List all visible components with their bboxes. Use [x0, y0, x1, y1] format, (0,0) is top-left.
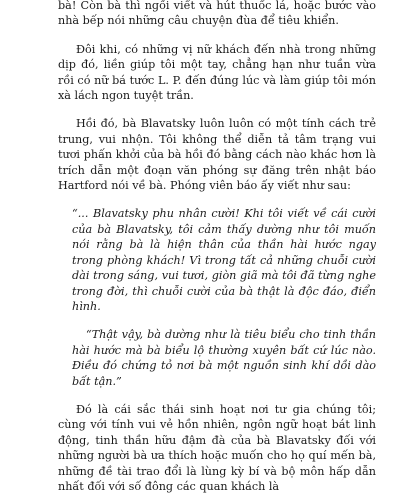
paragraph-gap: [58, 103, 376, 116]
paragraph-household-life: Đó là cái sắc thái sinh hoạt nơi tư gia chúng tôi; cùng với tính vui vẻ hồn nhiên, ngôn ngữ hoạt bát linh động, tinh thần hữu đậm đà của bà Blavatsky đối với những người bà ưa thích hoặc muốn cho họ quí mến bà, những đề tài trao đổi là lùng kỳ bí và bộ môn hấp dẫn nhất đối với số đông các quan khách là: [58, 402, 376, 493]
paragraph-blavatsky-youthful: Hồi đó, bà Blavatsky luôn luôn có một tính cách trẻ trung, vui nhộn. Tôi không thể diễn tả tâm trạng vui tươi phấn khởi của bà hồi đó bằng cách nào khác hơn là trích dẫn một đoạn văn phóng sự đăng trên nhật báo Hartford nói về bà. Phóng viên báo ấy viết như sau:: [58, 117, 376, 193]
paragraph-gap: [58, 314, 376, 327]
paragraph-gap: [58, 193, 376, 206]
paragraph-continued: bà! Còn bà thì ngồi viết và hút thuốc lá, hoặc bước vào nhà bếp nói những câu chuyện đùa để tiêu khiển.: [58, 0, 376, 28]
paragraph-gap: [58, 389, 376, 402]
paragraph-gap: [58, 29, 376, 42]
paragraph-female-guests: Đôi khi, có những vị nữ khách đến nhà trong những dịp đó, liền giúp tôi một tay, chẳng hạn như tuần vừa rồi có nữ bá tước L. P. đến đúng lúc và làm giúp tôi món xà lách ngon tuyệt trần.: [58, 42, 376, 103]
document-page: [58, 0, 376, 493]
quote-humor-spirit: “Thật vậy, bà dường như là tiêu biểu cho tinh thần hài hước mà bà biểu lộ thường xuyên bất cứ lúc nào. Điều đó chứng tỏ nơi bà một nguồn sinh khí dồi dào bất tận.”: [72, 328, 376, 388]
quote-laughter: “... Blavatsky phu nhân cười! Khi tôi viết về cái cười của bà Blavatsky, tôi cảm thấy dường như tôi muốn nói rằng bà là hiện thân của thần hài hước ngay trong phòng khách! Vì trong tất cả những chuỗi cười dài trong sáng, vui tươi, giòn giã mà tôi đã từng nghe trong đời, thì chuỗi cười của bà thật là độc đáo, điển hình.: [72, 207, 376, 313]
